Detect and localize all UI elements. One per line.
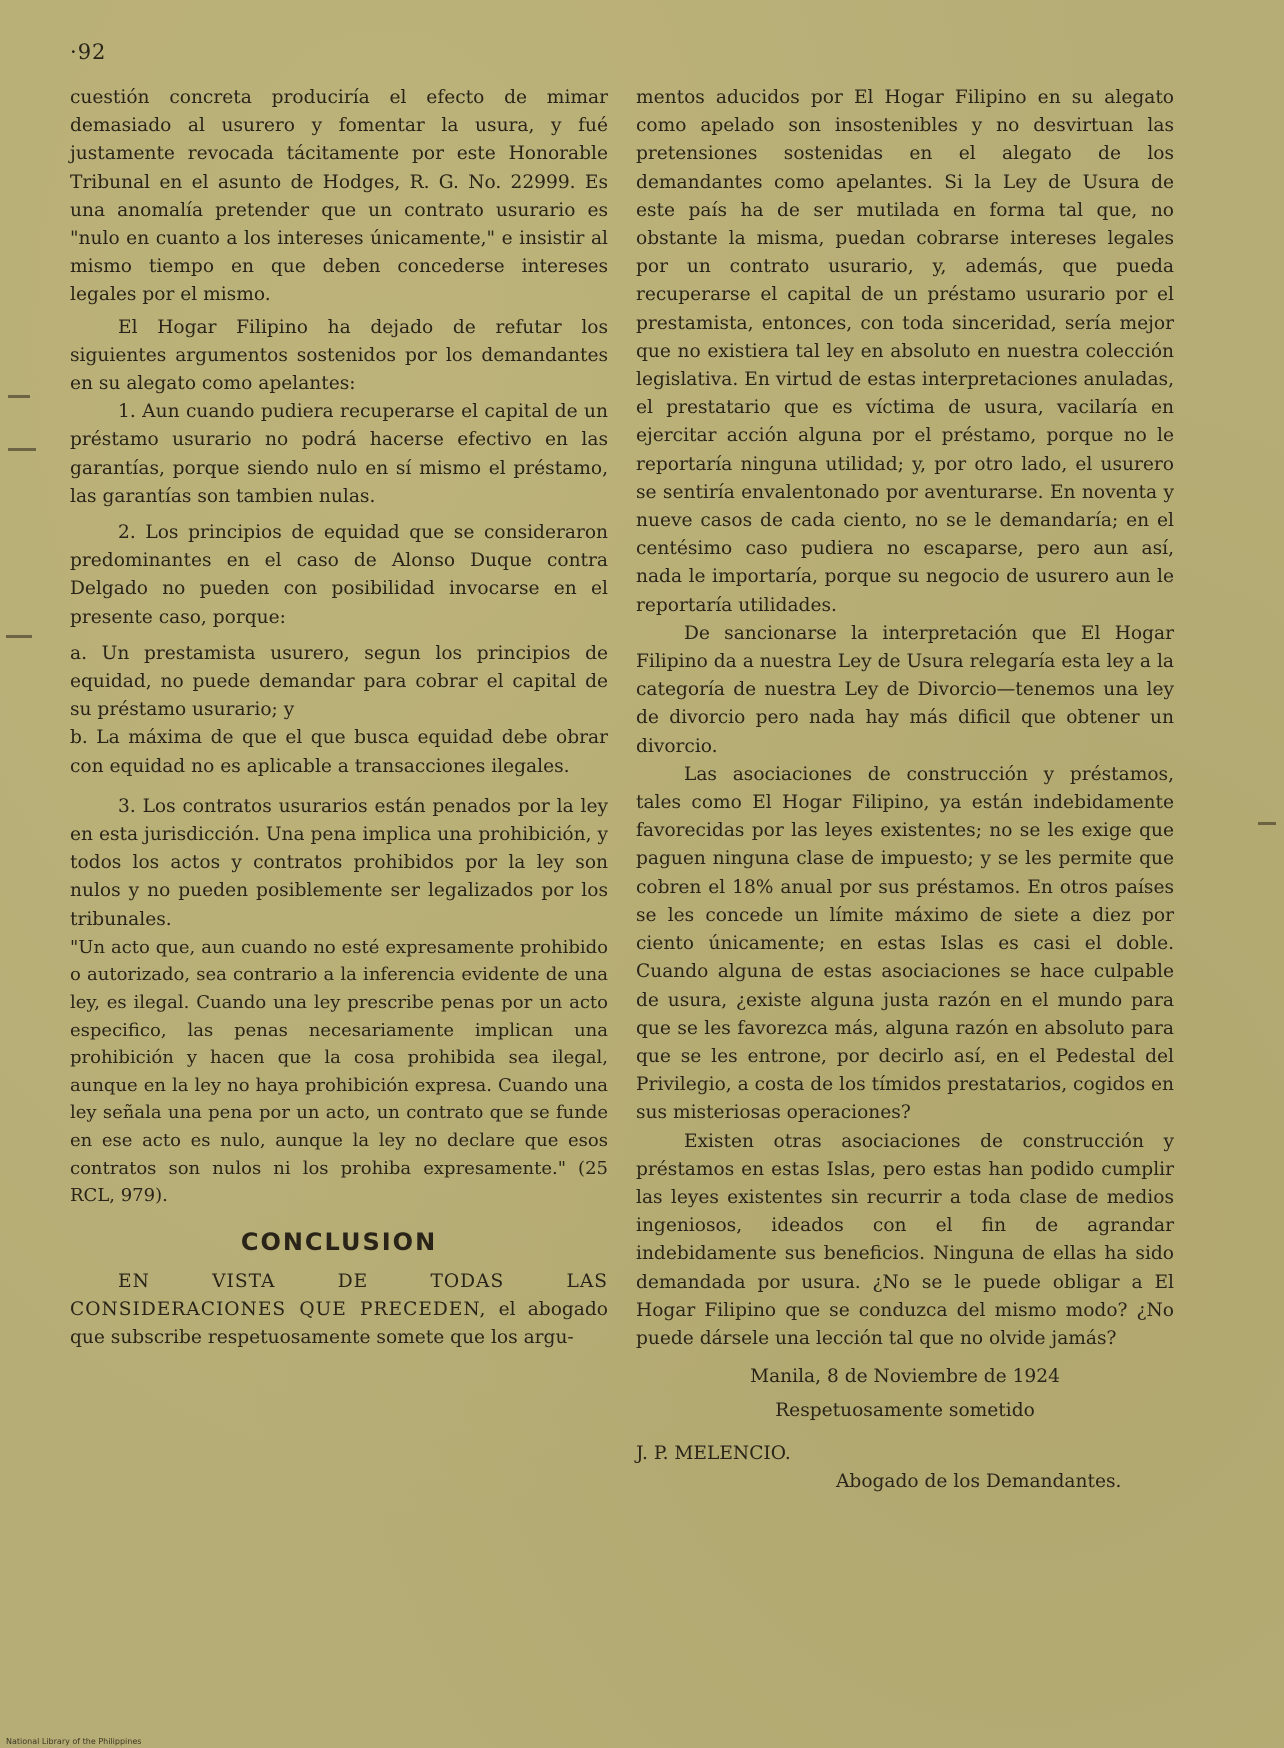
margin-mark (6, 635, 32, 638)
paragraph: El Hogar Filipino ha dejado de refutar los siguientes argumentos sostenidos por los demandantes en su alegato como apelantes: (70, 316, 608, 395)
conclusion-heading: CONCLUSION (240, 1227, 438, 1256)
list-item: 1. Aun cuando pudiera recuperarse el capital de un préstamo usurario no podrá hacerse efectivo en las garantías, porque siendo nulo en sí mismo el préstamo, las garantías son tambien nulas. (70, 401, 608, 507)
margin-mark (8, 395, 30, 398)
conclusion-caps: EN VISTA DE TODAS LAS CONSIDERACIONES QUE PRECEDEN, (70, 1271, 608, 1321)
conclusion-paragraph (70, 1268, 608, 1353)
left-column (70, 84, 608, 1353)
signer-name: J. P. MELENCIO. (636, 1442, 791, 1464)
block-quote: "Un acto que, aun cuando no esté expresamente prohibido o autorizado, sea contrario a la inferencia evidente de una ley, es ilegal. Cuando una ley prescribe penas por un acto especifico, las penas necesariamente implican una prohibición y hacen que la cosa prohibida sea ilegal, aunque en la ley no haya prohibición expresa. Cuando una ley señala una pena por un acto, un contrato que se funde en ese acto es nulo, aunque la ley no declare que esos contratos son nulos ni los prohiba expresamente." (25 RCL, 979). (70, 936, 608, 1207)
paragraph: Las asociaciones de construcción y préstamos, tales como El Hogar Filipino, ya están indebidamente favorecidas por las leyes existentes; no se les exige que paguen ninguna clase de impuesto; y se les permite que cobren el 18% anual por sus préstamos. En otros países se les concede un límite máximo de siete a diez por ciento únicamente; en estas Islas es casi el doble. Cuando alguna de estas asociaciones se hace culpable de usura, ¿existe alguna justa razón en el mundo para que se les favorezca más, alguna razón en absoluto para que se les entrone, por decirlo así, en el Pedestal del Privilegio, a costa de los tímidos prestatarios, cogidos en sus misteriosas operaciones? (636, 763, 1175, 1124)
paragraph: cuestión concreta produciría el efecto de mimar demasiado al usurero y fomentar la usura, y fué justamente revocada tácitamente por este Honorable Tribunal en el asunto de Hodges, R. G. No. 22999. Es una anomalía pretender que un contrato usurario es "nulo en cuanto a los intereses únicamente," e insistir al mismo tiempo en que deben concederse intereses legales por el mismo. (70, 87, 608, 306)
list-item: 3. Los contratos usurarios están penados por la ley en esta jurisdicción. Una pena implica una prohibición, y todos los actos y contratos prohibidos por la ley son nulos y no pueden posiblemente ser legalizados por los tribunales. (70, 795, 608, 930)
right-column (636, 84, 1174, 1496)
conclusion-rest: el abogado que subscribe respetuosamente somete que los argu- (70, 1299, 608, 1349)
paragraph: De sancionarse la interpretación que El Hogar Filipino da a nuestra Ley de Usura relegaría esta ley a la categoría de nuestra Ley de Divorcio—tenemos una ley de divorcio pero nada hay más dificil que obtener un divorcio. (636, 622, 1174, 757)
footer-credit: National Library of the Philippines (6, 1737, 142, 1746)
date-line: Manila, 8 de Noviembre de 1924 (750, 1366, 1060, 1388)
submitted-line: Respetuosamente sometido (775, 1400, 1035, 1422)
list-item: 2. Los principios de equidad que se consideraron predominantes en el caso de Alonso Duque contra Delgado no pueden con posibilidad invocarse en el presente caso, porque: (70, 522, 608, 628)
page-number: ·92 (70, 40, 107, 64)
signer-title: Abogado de los Demandantes. (836, 1470, 1122, 1492)
margin-mark (8, 448, 36, 451)
sub-item: a. Un prestamista usurero, segun los principios de equidad, no puede demandar para cobrar el capital de su préstamo usurario; y (70, 642, 608, 721)
paragraph: Existen otras asociaciones de construcción y préstamos en estas Islas, pero estas han podido cumplir las leyes existentes sin recurrir a toda clase de medios ingeniosos, ideados con el fin de agrandar indebidamente sus beneficios. Ninguna de ellas ha sido demandada por usura. ¿No se le puede obligar a El Hogar Filipino que se conduzca del mismo modo? ¿No puede dársele una lección tal que no olvide jamás? (636, 1130, 1174, 1349)
sub-item: b. La máxima de que el que busca equidad debe obrar con equidad no es aplicable a transacciones ilegales. (70, 727, 608, 777)
paragraph: mentos aducidos por El Hogar Filipino en su alegato como apelado son insostenibles y no desvirtuan las pretensiones sostenidas en el alegato de los demandantes como apelantes. Si la Ley de Usura de este país ha de ser mutilada en forma tal que, no obstante la misma, puedan cobrarse intereses legales por un contrato usurario, y, además, que pueda recuperarse el capital de un préstamo usurario por el prestamista, entonces, con toda sinceridad, sería mejor que no existiera tal ley en absoluto en nuestra colección legislativa. En virtud de estas interpretaciones anuladas, el prestatario que es víctima de usura, vacilaría en ejercitar acción alguna por el préstamo, porque no le reportaría ninguna utilidad; y, por otro lado, el usurero se sentiría envalentonado por aventurarse. En noventa y nueve casos de cada ciento, no se le demandaría; en el centésimo caso pudiera no escaparse, pero aun así, nada le importaría, porque su negocio de usurero aun le reportaría utilidades. (636, 87, 1174, 616)
margin-mark (1258, 822, 1276, 825)
